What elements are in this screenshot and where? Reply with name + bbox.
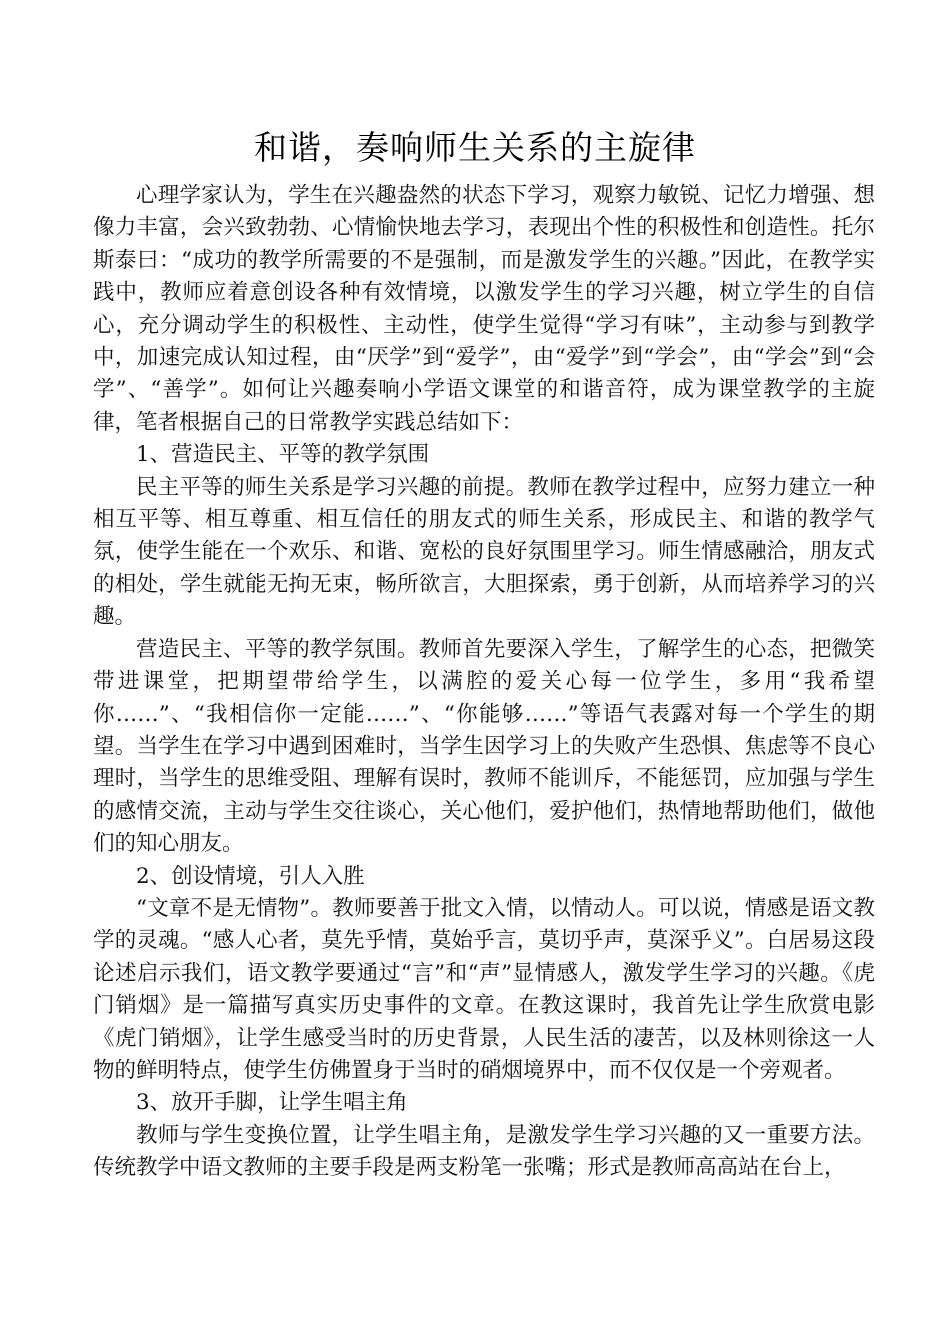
paragraph-create-situation: “文章不是无情物”。教师要善于批文入情，以情动人。可以说，情感是语文教学的灵魂。“感人心者，莫先乎情，莫始乎言，莫切乎声，莫深乎义”。白居易这段论述启示我们，语文教学要通过“言”和“声”显情感人，激发学生学习的兴趣。《虎门销烟》是一篇描写真实历史事件的文章。在教这课时，我首先让学生欣赏电影《虎门销烟》，让学生感受当时的历史背景，人民生活的凄苦，以及林则徐这一人物的鲜明特点，使学生仿佛置身于当时的硝烟境界中，而不仅仅是一个旁观者。 [93,895,875,1083]
paragraph-intro: 心理学家认为，学生在兴趣盎然的状态下学习，观察力敏锐、记忆力增强、想像力丰富，会兴致勃勃、心情愉快地去学习，表现出个性的积极性和创造性。托尔斯泰曰：“成功的教学所需要的不是强制，而是激发学生的兴趣。”因此，在教学实践中，教师应着意创设各种有效情境，以激发学生的学习兴趣，树立学生的自信心，充分调动学生的积极性、主动性，使学生觉得“学习有味”，主动参与到教学中，加速完成认知过程，由“厌学”到“爱学”，由“爱学”到“学会”，由“学会”到“会学”、“善学”。如何让兴趣奏响小学语文课堂的和谐音符，成为课堂教学的主旋律，笔者根据自己的日常教学实践总结如下： [93,183,875,435]
document-title: 和谐，奏响师生关系的主旋律 [254,128,696,167]
paragraph-create-atmosphere: 营造民主、平等的教学氛围。教师首先要深入学生，了解学生的心态，把微笑带进课堂，把期望带给学生，以满腔的爱关心每一位学生，多用“我希望你……”、“我相信你一定能……”、“你能够……”等语气表露对每一个学生的期望。当学生在学习中遇到困难时，当学生因学习上的失败产生恐惧、焦虑等不良心理时，当学生的思维受阻、理解有误时，教师不能训斥，不能惩罚，应加强与学生的感情交流，主动与学生交往谈心，关心他们，爱护他们，热情地帮助他们，做他们的知心朋友。 [93,636,875,857]
paragraph-democratic-relationship: 民主平等的师生关系是学习兴趣的前提。教师在教学过程中，应努力建立一种相互平等、相互尊重、相互信任的朋友式的师生关系，形成民主、和谐的教学气氛，使学生能在一个欢乐、和谐、宽松的良好氛围里学习。师生情感融洽，朋友式的相处，学生就能无拘无束，畅所欲言，大胆探索，勇于创新，从而培养学习的兴趣。 [93,474,875,630]
document-body [93,180,875,1185]
paragraph-students-lead: 教师与学生变换位置，让学生唱主角，是激发学生学习兴趣的又一重要方法。传统教学中语文教师的主要手段是两支粉笔一张嘴；形式是教师高高站在台上， [93,1122,875,1181]
section-heading-1: 1、营造民主、平等的教学氛围 [136,442,430,468]
section-heading-3: 3、放开手脚，让学生唱主角 [136,1090,408,1116]
section-heading-2: 2、创设情境，引人入胜 [136,863,365,889]
